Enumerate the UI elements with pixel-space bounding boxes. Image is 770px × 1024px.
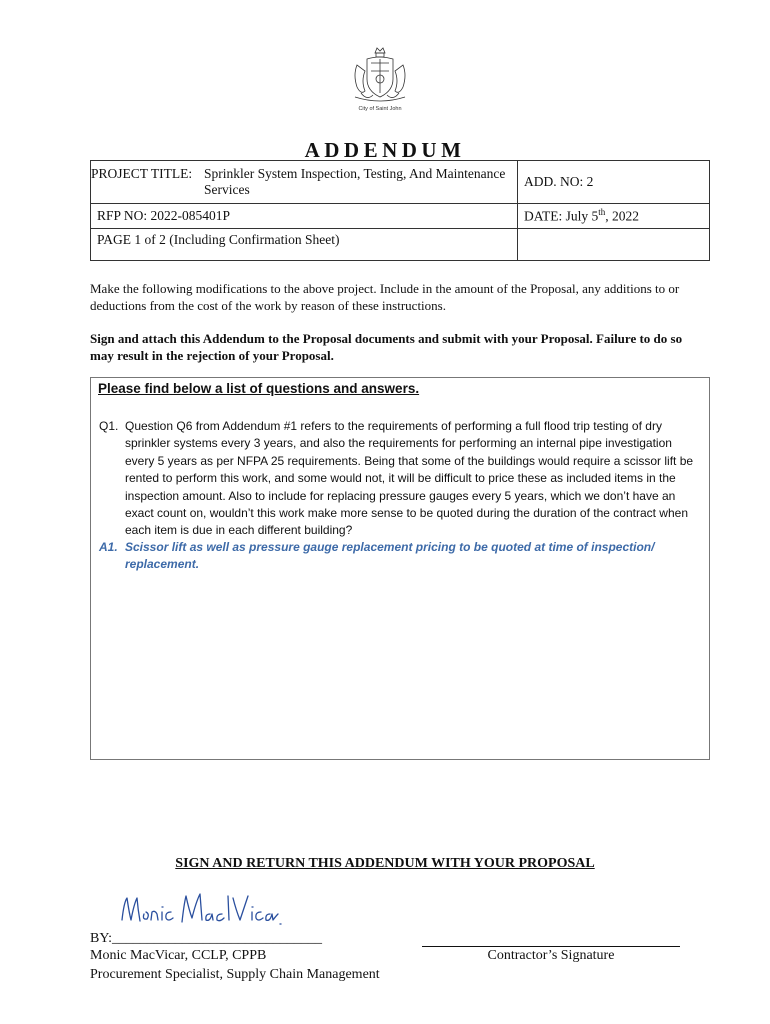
instruction-paragraph: Sign and attach this Addendum to the Proposal documents and submit with your Proposal. Failure to do so may result in the rejection of your Proposal. (90, 331, 683, 363)
date-cell (518, 204, 710, 229)
question-text: Question Q6 from Addendum #1 refers to the requirements of performing a full flood trip testing of dry sprinkler systems every 3 years, and also the requirements for performing an internal pipe investigation every 5 years as per NFPA 25 requirements. Being that some of the buildings would require a scissor lift be rented to perform this work, and some would not, it will be difficult to price these as included items in the inspection amount. Also to include for replacing pressure gauges every 5 years, which we don’t have an exact count on, wouldn’t this work make more sense to be quoted during the duration of the contract when each item is due in each different building? (125, 419, 694, 538)
page-count: PAGE 1 of 2 (Including Confirmation Sheet) (91, 229, 518, 261)
sign-return-notice: SIGN AND RETURN THIS ADDENDUM WITH YOUR PROPOSAL (175, 856, 595, 871)
question-number: Q1. (99, 419, 119, 433)
answer-number: A1. (99, 540, 118, 554)
questions-answers-box (90, 377, 710, 760)
city-crest-logo (347, 45, 413, 113)
intro-paragraph: Make the following modifications to the above project. Include in the amount of the Proposal, any additions to or deductions from the cost of the work by reason of these instructions. (90, 281, 680, 313)
signer-name: Monic MacVicar, CCLP, CPPB (90, 948, 267, 963)
project-info-table (90, 160, 710, 261)
answer-text: Scissor lift as well as pressure gauge replacement pricing to be quoted at time of inspection/ replacement. (125, 540, 655, 572)
contractor-signature-label: Contractor’s Signature (487, 948, 615, 963)
addendum-number: ADD. NO: 2 (518, 161, 710, 204)
question-item (99, 418, 703, 540)
project-title-label: PROJECT TITLE: (91, 166, 193, 181)
empty-cell (518, 229, 710, 261)
rfp-number: RFP NO: 2022-085401P (91, 204, 518, 229)
qa-heading: Please find below a list of questions and answers. (98, 381, 420, 396)
crest-caption: City of Saint John (358, 106, 402, 112)
date-prefix: DATE: July 5 (524, 208, 599, 224)
handwritten-signature (118, 890, 283, 930)
by-signature-line: BY:______________________________ (90, 931, 323, 946)
page-title: ADDENDUM (304, 138, 466, 162)
project-title-cell (91, 161, 518, 204)
answer-item (99, 539, 703, 574)
project-title-value: Sprinkler System Inspection, Testing, And Maintenance Services (204, 166, 506, 197)
contractor-signature-line (422, 932, 680, 947)
signer-role: Procurement Specialist, Supply Chain Management (90, 967, 380, 982)
date-suffix-ordinal: th (598, 207, 606, 218)
date-year: , 2022 (605, 208, 640, 224)
